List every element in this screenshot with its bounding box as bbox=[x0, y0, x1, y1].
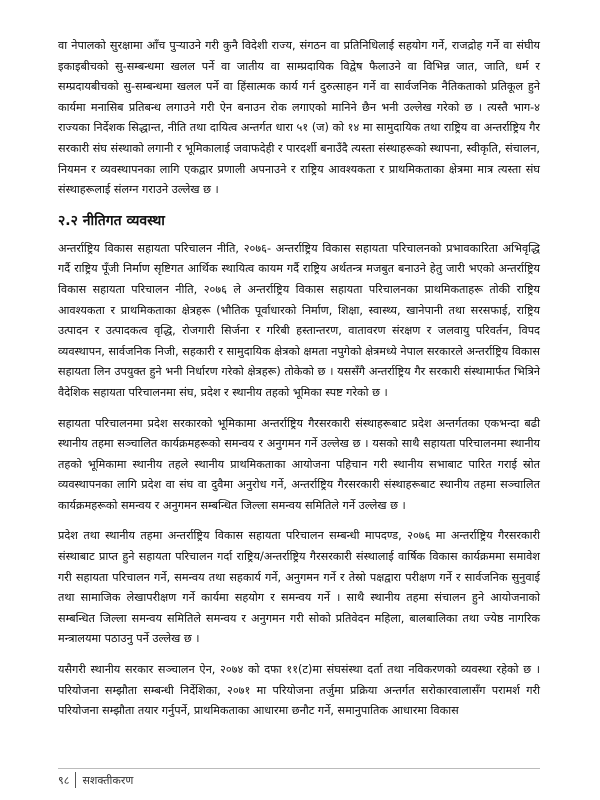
page-footer bbox=[58, 771, 540, 789]
intro-paragraph: वा नेपालको सुरक्षामा आँच पुऱ्याउने गरी कुनै विदेशी राज्य, संगठन वा प्रतिनिधिलाई सहयोग गर्ने, राजद्रोह गर्ने वा संघीय इकाइबीचको सु-सम्बन्धमा खलल पर्ने वा जातीय वा साम्प्रदायिक विद्वेष फैलाउने वा विभिन्न जात, जाति, धर्म र सम्प्रदायबीचको सु-सम्बन्धमा खलल पर्ने वा हिंसात्मक कार्य गर्न दुरुत्साहन गर्ने वा सार्वजनिक नैतिकताको प्रतिकूल हुने कार्यमा मनासिब प्रतिबन्ध लगाउने गरी ऐन बनाउन रोक लगाएको मानिने छैन भनी उल्लेख गरेको छ । त्यस्तै भाग-४ राज्यका निर्देशक सिद्धान्त, नीति तथा दायित्व अन्तर्गत धारा ५१ (ज) को १४ मा सामुदायिक तथा राष्ट्रिय वा अन्तर्राष्ट्रिय गैर सरकारी संघ संस्थाको लगानी र भूमिकालाई जवाफदेही र पारदर्शी बनाउँदै त्यस्ता संस्थाहरूको स्थापना, स्वीकृति, संचालन, नियमन र व्यवस्थापनका लागि एकद्वार प्रणाली अपनाउने र राष्ट्रिय आवश्यकता र प्राथमिकताका क्षेत्रमा मात्र त्यस्ता संघ संस्थाहरूलाई संलग्न गराउने उल्लेख छ । bbox=[58, 39, 540, 197]
footer-separator bbox=[75, 772, 76, 788]
body-paragraph: यसैगरी स्थानीय सरकार सञ्चालन ऐन, २०७४ को दफा ११(ट)मा संघसंस्था दर्ता तथा नविकरणको व्यवस्था रहेको छ । परियोजना सम्झौता सम्बन्धी निर्देशिका, २०७१ मा परियोजना तर्जुमा प्रक्रिया अन्तर्गत सरोकारवालासँग परामर्श गरी परियोजना सम्झौता तयार गर्नुपर्ने, प्राथमिकताका आधारमा छनौट गर्ने, समानुपातिक आधारमा विकास bbox=[58, 663, 540, 718]
body-paragraph: सहायता परिचालनमा प्रदेश सरकारको भूमिकामा अन्तर्राष्ट्रिय गैरसरकारी संस्थाहरूबाट प्रदेश अन्तर्गतका एकभन्दा बढी स्थानीय तहमा सञ्चालित कार्यक्रमहरूको समन्वय र अनुगमन गर्ने उल्लेख छ । यसको साथै सहायता परिचालनमा स्थानीय तहको भूमिकामा स्थानीय तहले स्थानीय प्राथमिकताका आयोजना पहिचान गरी स्थानीय सभाबाट पारित गराई स्रोत व्यवस्थापनका लागि प्रदेश वा संघ वा दुवैमा अनुरोध गर्ने, अन्तर्राष्ट्रिय गैरसरकारी संस्थाहरूबाट स्थानीय तहमा सञ्चालित कार्यक्रमहरूको समन्वय र अनुगमन सम्बन्धित जिल्ला समन्वय समितिले गर्ने उल्लेख छ । bbox=[58, 416, 540, 512]
section-heading: २.२ नीतिगत व्यवस्था bbox=[58, 212, 165, 229]
body-paragraph: प्रदेश तथा स्थानीय तहमा अन्तर्राष्ट्रिय विकास सहायता परिचालन सम्बन्धी मापदण्ड, २०७६ मा अन्तर्राष्ट्रिय गैरसरकारी संस्थाबाट प्राप्त हुने सहायता परिचालन गर्दा राष्ट्रिय/अन्तर्राष्ट्रिय गैरसरकारी संस्थालाई वार्षिक विकास कार्यक्रममा समावेश गरी सहायता परिचालन गर्ने, समन्वय तथा सहकार्य गर्ने, अनुगमन गर्ने र तेस्रो पक्षद्वारा परीक्षण गर्ने र सार्वजनिक सुनुवाई तथा सामाजिक लेखापरीक्षण गर्ने कार्यमा सहयोग र समन्वय गर्ने । साथै स्थानीय तहमा संचालन हुने आयोजनाको सम्बन्धित जिल्ला समन्वय समितिले समन्वय र अनुगमन गरी सोको प्रतिवेदन महिला, बालबालिका तथा ज्येष्ठ नागरिक मन्त्रालयमा पठाउनु पर्ने उल्लेख छ । bbox=[58, 529, 540, 646]
footer-divider bbox=[58, 768, 540, 769]
document-page bbox=[58, 36, 540, 732]
page-number: ९८ bbox=[58, 773, 70, 787]
footer-section-label: सशक्तीकरण bbox=[82, 773, 134, 787]
body-paragraph: अन्तर्राष्ट्रिय विकास सहायता परिचालन नीति, २०७६- अन्तर्राष्ट्रिय विकास सहायता परिचालनको प्रभावकारिता अभिवृद्धि गर्दै राष्ट्रिय पूँजी निर्माण सृष्टिगत आर्थिक स्थायित्व कायम गर्दै राष्ट्रिय अर्थतन्त्र मजबुत बनाउने हेतु जारी भएको अन्तर्राष्ट्रिय विकास सहायता परिचालन नीति, २०७६ ले अन्तर्राष्ट्रिय विकास सहायता परिचालनका प्राथमिकताहरू तोकी राष्ट्रिय आवश्यकता र प्राथमिकताका क्षेत्रहरू (भौतिक पूर्वाधारको निर्माण, शिक्षा, स्वास्थ्य, खानेपानी तथा सरसफाई, राष्ट्रिय उत्पादन र उत्पादकत्व वृद्धि, रोजगारी सिर्जना र गरिबी हस्तान्तरण, वातावरण संरक्षण र जलवायु परिवर्तन, विपद व्यवस्थापन, सार्वजनिक निजी, सहकारी र सामुदायिक क्षेत्रको क्षमता नपुगेको क्षेत्रमध्ये नेपाल सरकारले अन्तर्राष्ट्रिय विकास सहायता लिन उपयुक्त हुने भनी निर्धारण गरेको क्षेत्रहरू) तोकेको छ । यससँगै अन्तर्राष्ट्रिय गैर सरकारी संस्थामार्फत भित्रिने वैदेशिक सहायता परिचालनमा संघ, प्रदेश र स्थानीय तहको भूमिका स्पष्ट गरेको छ । bbox=[58, 241, 540, 399]
